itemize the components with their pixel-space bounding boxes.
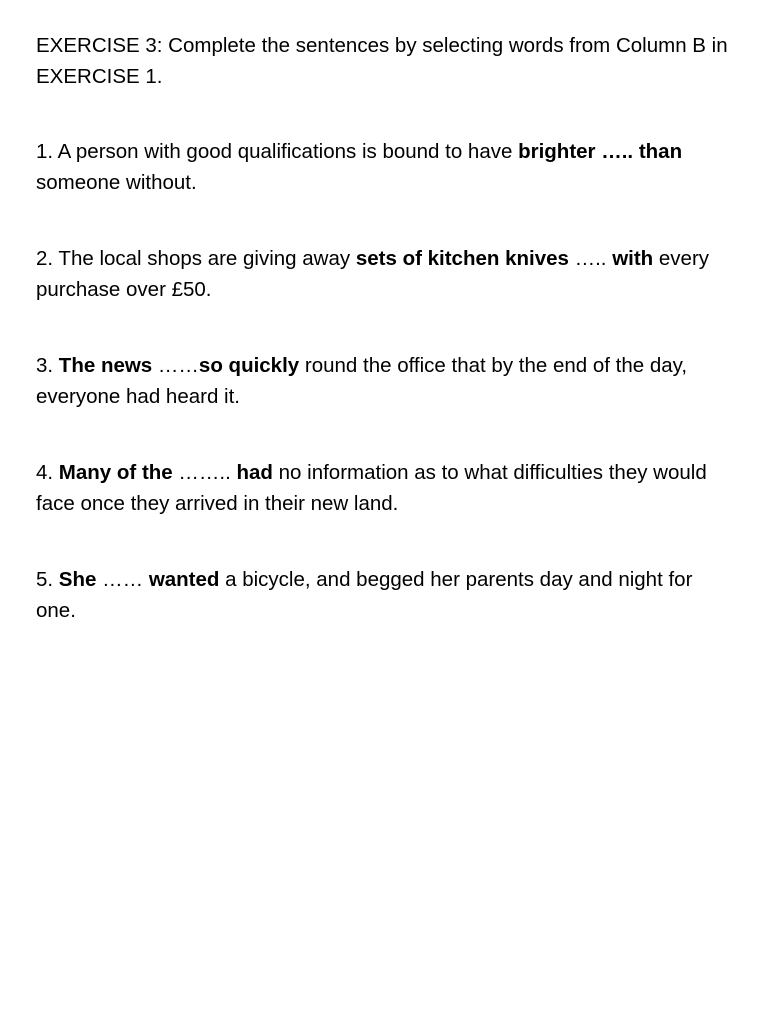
exercise-document — [36, 30, 736, 671]
sentence-text: no information as to what difficulties they would face once they arrived in their new land. — [36, 461, 707, 515]
sentence-1 — [36, 136, 736, 198]
sentence-text: 1. A person with good qualifications is bound to have — [36, 140, 519, 163]
sentence-2 — [36, 243, 736, 305]
sentence-bold-phrase: sets of kitchen knives — [355, 247, 569, 270]
sentence-bold-phrase: with — [612, 247, 654, 270]
sentence-number: 3. — [36, 354, 59, 377]
sentence-blank: ….. — [568, 247, 613, 270]
sentence-text: round the office that by the end of the day, everyone had heard it. — [36, 354, 688, 408]
sentence-4 — [36, 457, 736, 519]
sentence-3 — [36, 350, 736, 412]
sentence-bold-phrase: brighter ….. than — [518, 140, 683, 163]
sentence-bold-phrase: The news — [58, 354, 153, 377]
sentence-number: 5. — [36, 568, 59, 591]
sentence-blank: …….. — [172, 461, 237, 484]
exercise-heading: EXERCISE 3: Complete the sentences by selecting words from Column B in EXERCISE 1. — [36, 34, 728, 88]
sentence-bold-phrase: Many of the — [58, 461, 173, 484]
sentence-blank: …… — [152, 354, 199, 377]
sentence-text: every purchase over £50. — [36, 247, 710, 301]
sentence-text: a bicycle, and begged her parents day and night for one. — [36, 568, 693, 622]
sentence-bold-phrase: so quickly — [198, 354, 300, 377]
sentence-bold-phrase: had — [236, 461, 273, 484]
sentence-text: someone without. — [36, 171, 197, 194]
sentence-bold-phrase: She — [58, 568, 97, 591]
sentence-5 — [36, 564, 736, 626]
sentence-blank: …… — [96, 568, 149, 591]
sentence-bold-phrase: wanted — [148, 568, 220, 591]
sentence-number: 4. — [36, 461, 59, 484]
sentence-text: 2. The local shops are giving away — [36, 247, 356, 270]
